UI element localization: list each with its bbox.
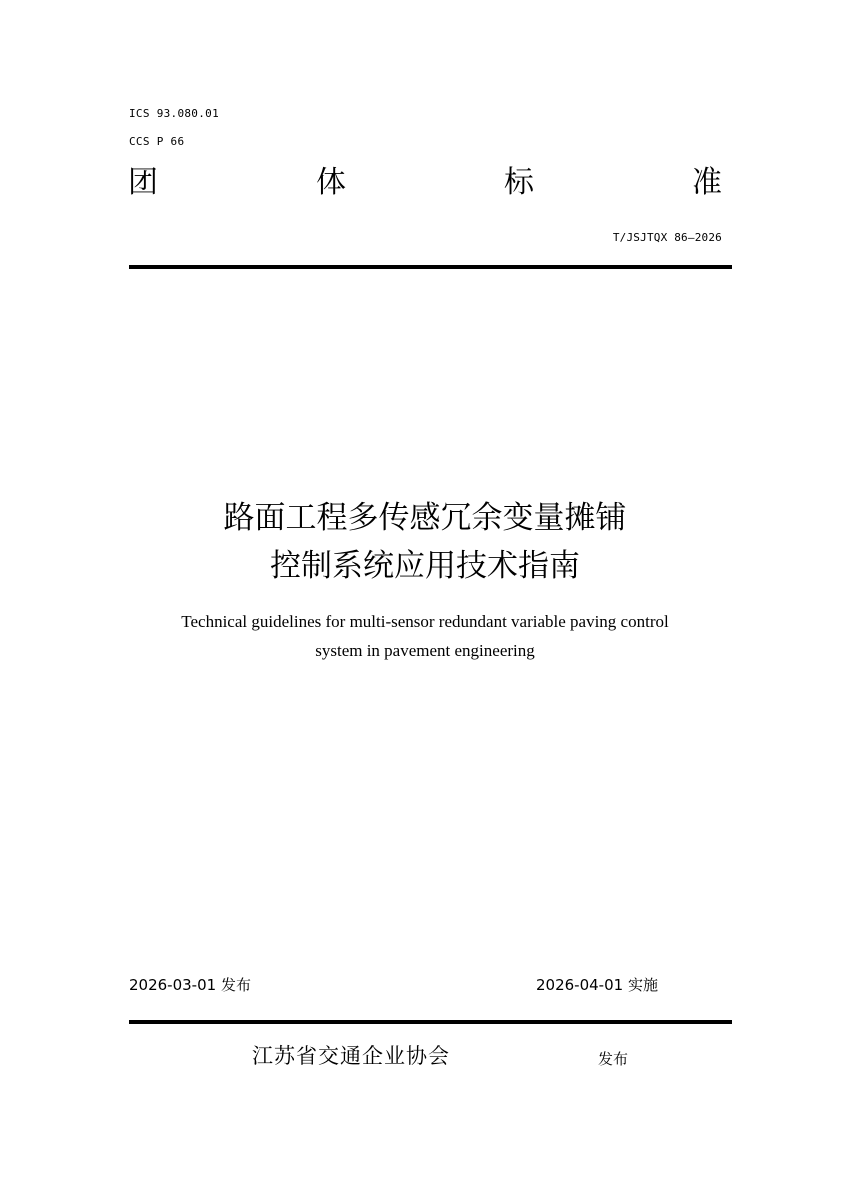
document-type-heading [128,163,722,203]
bottom-divider [129,1020,732,1024]
publisher-name: 江苏省交通企业协会 [252,1044,450,1068]
doc-type-char-1: 团 [128,165,158,200]
chinese-title-line-2: 控制系统应用技术指南 [270,548,580,584]
implementation-date: 2026-04-01 实施 [536,976,658,994]
issue-date: 2026-03-01 发布 [129,976,251,994]
english-title-line-2: system in pavement engineering [315,641,535,660]
ccs-code: CCS P 66 [129,135,185,148]
publish-label: 发布 [598,1050,629,1068]
standard-number: T/JSJTQX 86—2026 [612,231,722,244]
ics-code: ICS 93.080.01 [129,107,219,120]
doc-type-char-2: 体 [316,165,346,200]
chinese-title-line-1: 路面工程多传感冗余变量摊铺 [223,500,627,536]
doc-type-char-4: 准 [692,165,722,200]
english-title-line-1: Technical guidelines for multi-sensor redundant variable paving control [181,612,669,631]
top-divider [129,265,732,269]
doc-type-char-3: 标 [504,165,534,200]
